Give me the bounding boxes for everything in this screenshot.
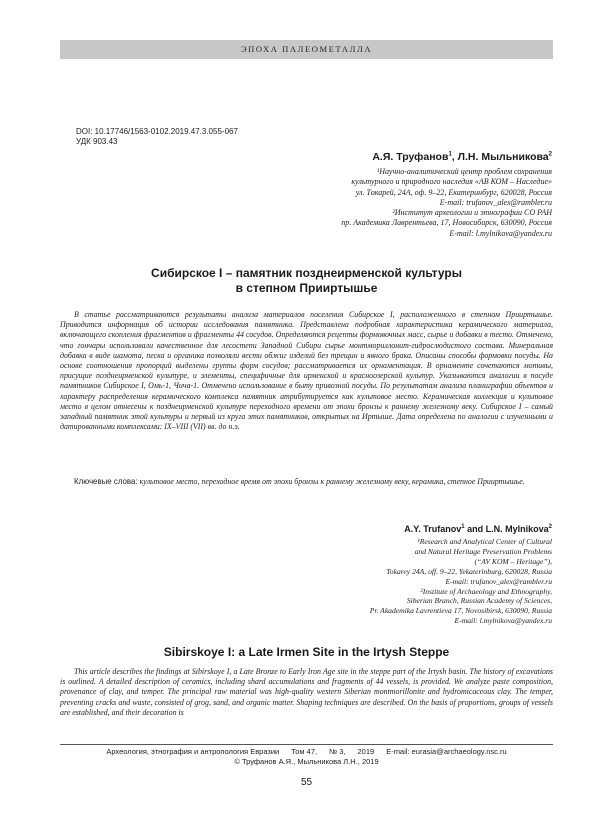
article-meta (76, 127, 238, 147)
author-separator-en: and (464, 524, 486, 534)
footer-journal-line (60, 747, 553, 757)
authors-en (404, 524, 552, 534)
author-2-name: Л.Н. Мыльникова (457, 151, 549, 163)
affiliation-line: ²Institute of Archaeology and Ethnography, (420, 586, 552, 596)
footer-copyright: © Труфанов А.Я., Мыльникова Л.Н., 2019 (234, 757, 379, 766)
keywords-label: Ключевые слова: (74, 477, 138, 486)
journal-issue: № 3, (329, 747, 346, 756)
affiliation-line: ул. Токарей, 24А, оф. 9–22, Екатеринбург, 620028, Россия (355, 187, 552, 197)
doi: DOI: 10.17746/1563-0102.2019.47.3.055-067 (76, 127, 238, 136)
affiliation-line: E-mail: trufanov_alex@rambler.ru (445, 576, 552, 586)
page-number: 55 (300, 777, 313, 788)
abstract-en: This article describes the findings at Sibirskoye I, a Late Bronze to Early Iron Age site in the steppe part of the Irtysh basin. The history of excavations is outlined. A detailed description of ceramics, including shard accumulations and fragments of 44 vessels, is provided. We analyze paste composition, provenance of clay, and temper. The principal raw material was high-quality western Siberian montmorillonite and hydromicaceous clay. The temper, preventing cracks and waste, consisted of grog, sand, and organic matter. Shaping techniques are described. On the basis of proportions, groups of vessels are established, and their decoration is (60, 667, 553, 717)
affiliation-line: ¹Research and Analytical Center of Cultural (417, 537, 552, 546)
udk: УДК 903.43 (76, 137, 118, 146)
affiliations-ru (341, 167, 552, 239)
author-2-name-en: L.N. Mylnikova (485, 524, 549, 534)
keywords-ru (60, 477, 553, 487)
affiliation-line: and Natural Heritage Preservation Problems (414, 546, 552, 556)
affiliation-line: Siberian Branch, Russian Academy of Sciences, (406, 596, 552, 606)
journal-volume: Том 47, (291, 747, 318, 756)
affiliation-line: ²Институт археологии и этнографии СО РАН (392, 208, 552, 218)
author-separator: , (451, 151, 458, 163)
affiliation-line: ¹Научно-аналитический центр проблем сохранения (376, 167, 552, 176)
affiliation-line: E-mail: l.mylnikova@yandex.ru (449, 228, 552, 238)
affiliation-line: пр. Академика Лаврентьева, 17, Новосибирск, 630090, Россия (341, 218, 552, 228)
affiliation-line: культурного и природного наследия «АВ КОМ – Наследие» (351, 177, 552, 187)
affiliations-en (370, 537, 552, 626)
section-header: ЭПОХА ПАЛЕОМЕТАЛЛА (60, 40, 553, 59)
author-1-name: А.Я. Труфанов (372, 151, 449, 163)
affiliation-line: E-mail: l.mylnikova@yandex.ru (454, 616, 552, 626)
article-title-en: Sibirskoye I: a Late Irmen Site in the Irtysh Steppe (163, 645, 450, 659)
abstract-ru: В статье рассматриваются результаты анализа материалов поселения Сибирское I, расположенного в степном Прииртышье. Приводится информация об истории исследования памятника. Представлена подробная характеристика керамического материала, включающего скопления фрагментов и фрагменты 44 сосудов. Определяются рецепты формовочных масс, сырье и добавки в тесто. Отмечено, что гончары использовали качественное для лесостепи Западной Сибири сырье монтмориллонит-гидрослюдистого состава. Минеральная добавка в виде шамота, песка и органика позволяли вести обжиг изделий без трещин и явного брака. Описаны способы формовки посуды. На основе соотношения пропорций выделены группы форм сосудов; рассматривается их орнаментация. В орнаменте сочетаются мотивы, присущие позднеирменской культуре, и элементы, специфичные для ирменской и красноозерской культур. Указываются аналогии в посуде памятников Сибирское I, Омь-1, Чича-1. Отмечено использование в быту привозной посуды. По результатам анализа планиграфии объектов и характеру распределения керамического комплекса памятник атрибутируется как культовое место. Керамическая коллекция и культовое место в целом отнесены к позднеирменской культуре переходного времени от эпохи бронзы к раннему железному веку. Сибирское I – самый западный памятник этой культуры и первый из круга этих памятников, открытых на Иртыше. Дата определена по аналогии с изученными и датированными комплексами: IX–VIII (VII) вв. до н.э. (60, 310, 553, 432)
authors-ru (372, 151, 552, 163)
title-line-1: Сибирское I – памятник позднеирменской культуры (151, 266, 462, 280)
article-title-ru (60, 266, 553, 296)
journal-year: 2019 (357, 747, 375, 756)
affiliation-line: Tokarey 24A, off. 9–22, Yekaterinburg, 620028, Russia (386, 566, 552, 576)
affiliation-line: (“AV KOM – Heritage”), (474, 556, 552, 566)
title-line-2: в степном Прииртышье (235, 281, 378, 295)
footer-divider (60, 744, 553, 745)
author-2-sup: 2 (548, 151, 552, 158)
author-1-name-en: A.Y. Trufanov (404, 524, 462, 534)
journal-email: E-mail: eurasia@archaeology.nsc.ru (386, 747, 507, 756)
affiliation-line: E-mail: trufanov_alex@rambler.ru (439, 197, 552, 207)
affiliation-line: Pr. Akademika Lavrentieva 17, Novosibirsk, 630090, Russia (369, 606, 552, 616)
author-2-sup-en: 2 (548, 524, 552, 530)
journal-name: Археология, этнография и антропология Евразии (106, 747, 280, 756)
keywords-text: культовое место, переходное время от эпохи бронзы к раннему железному веку, керамика, степное Прииртышье. (139, 477, 525, 486)
author-1-sup-en: 1 (461, 524, 465, 530)
author-1-sup: 1 (448, 151, 452, 158)
